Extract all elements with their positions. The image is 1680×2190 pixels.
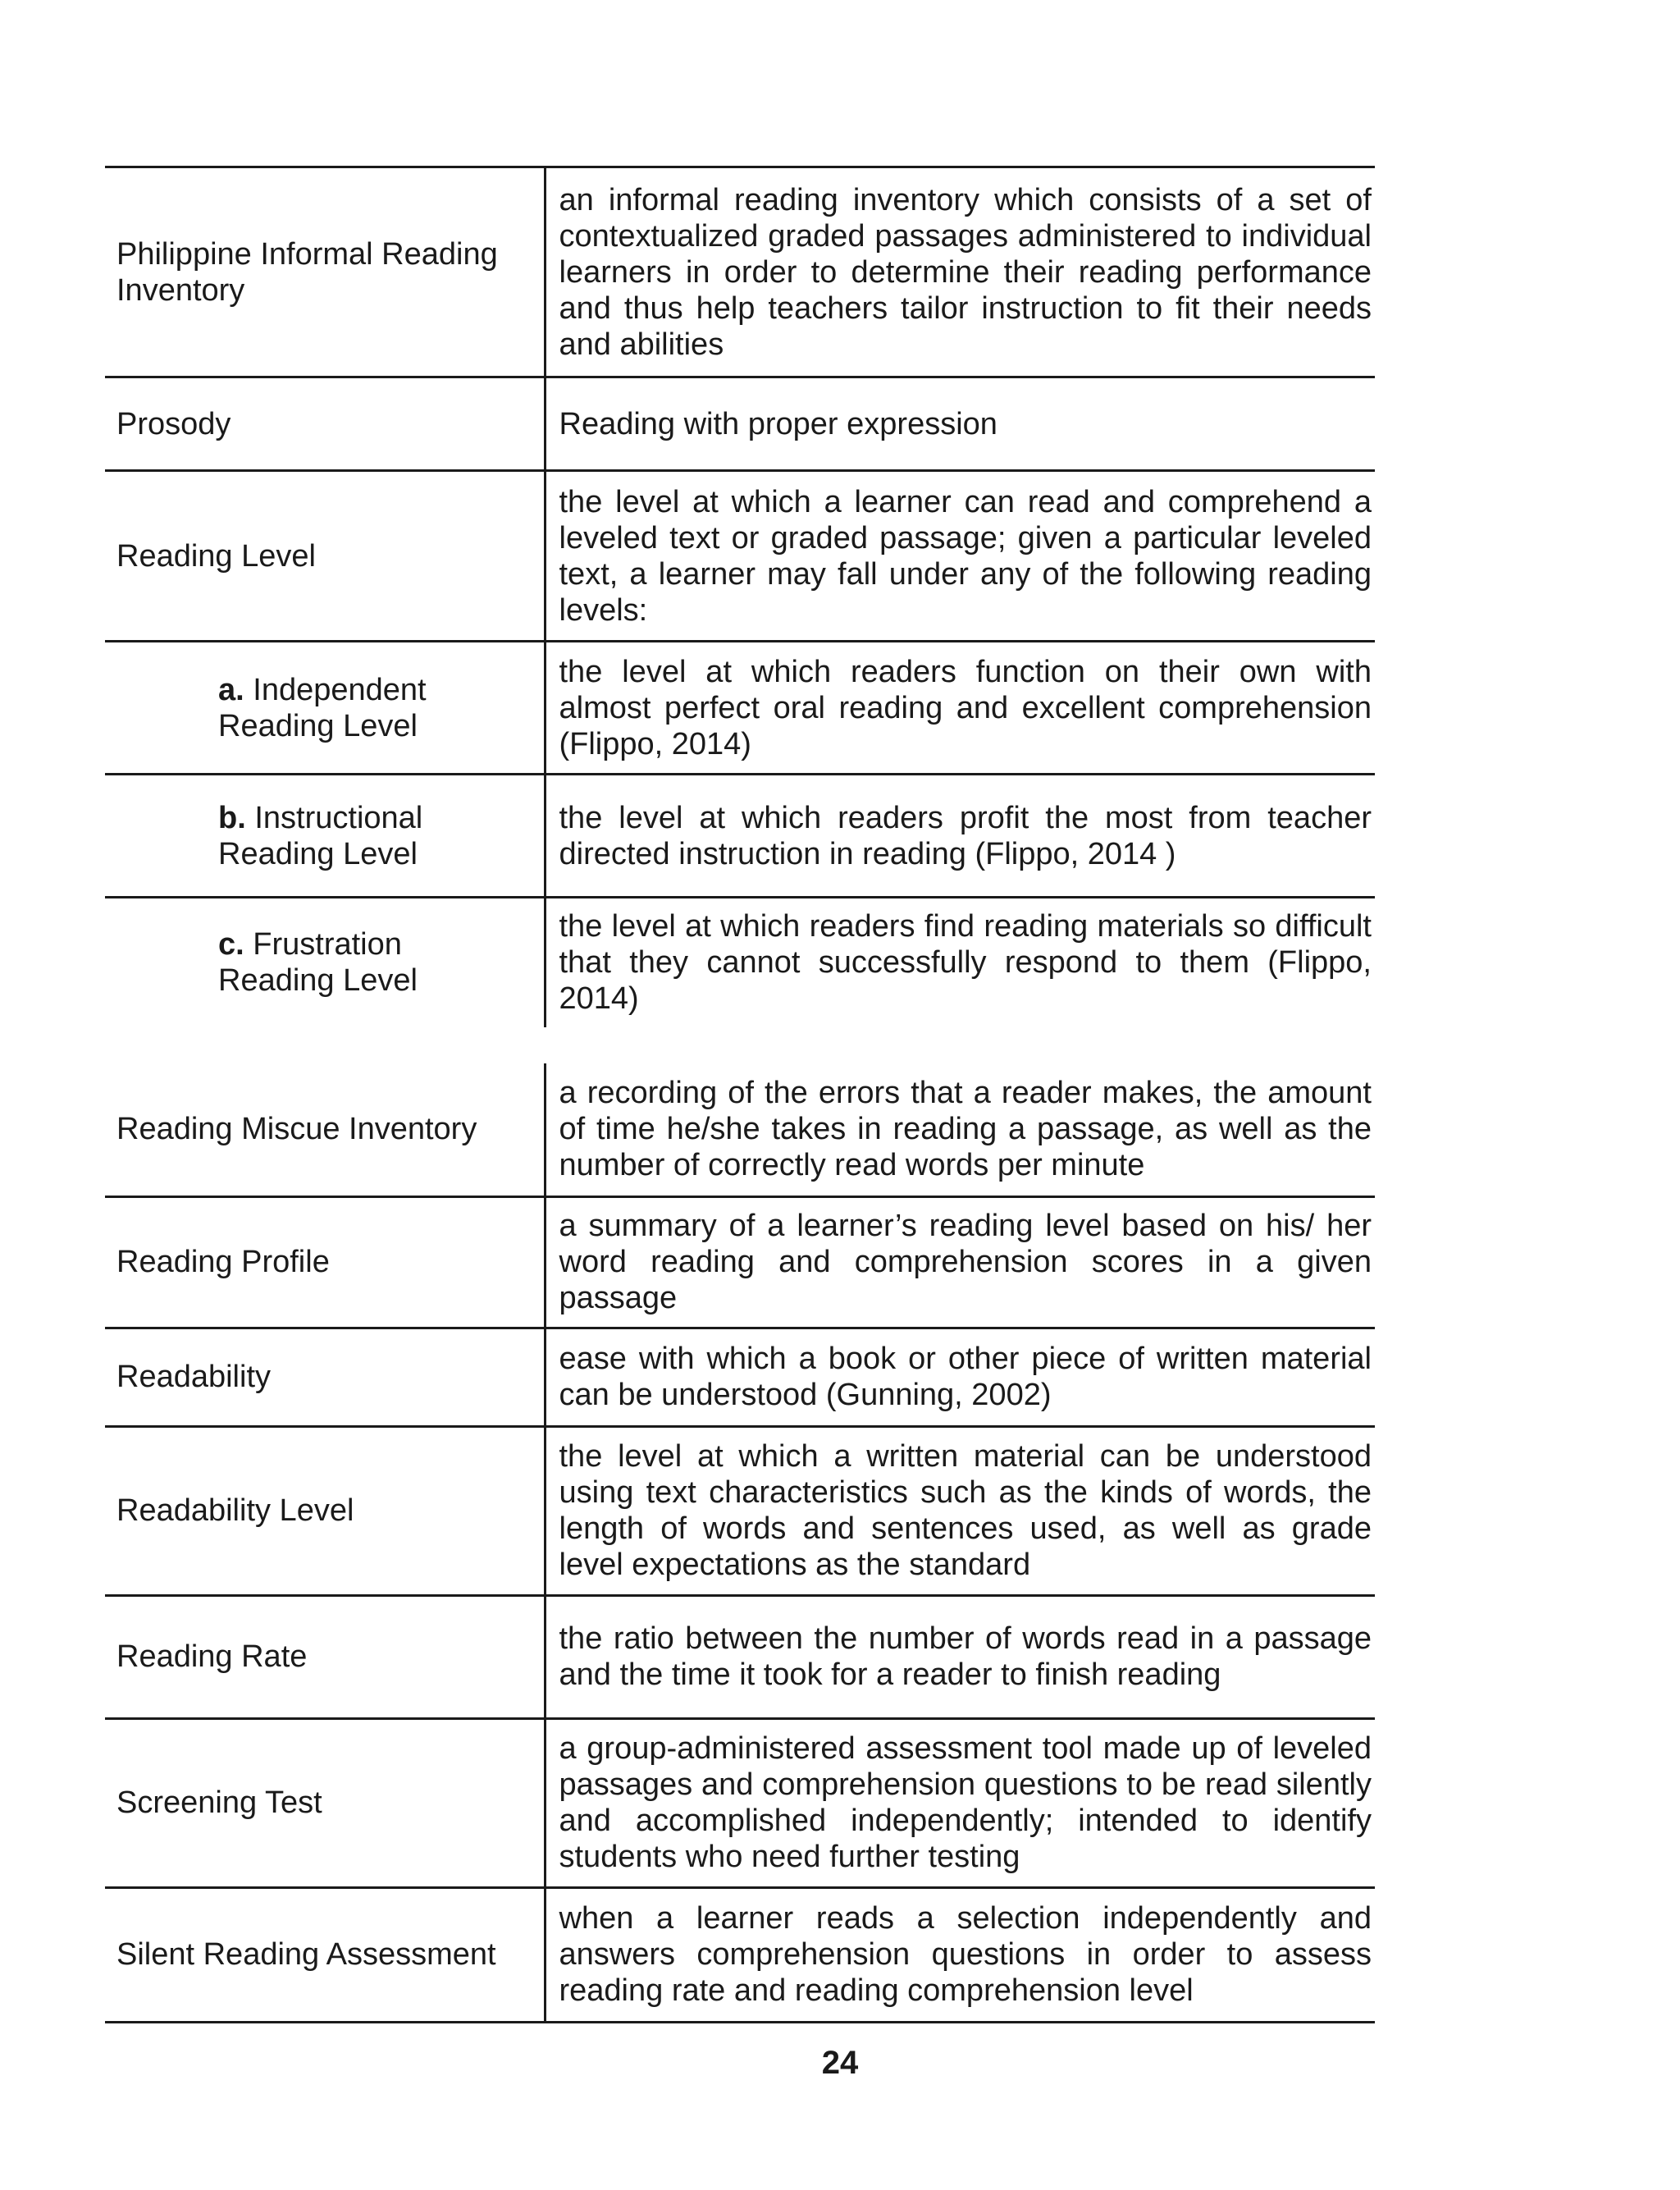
glossary-definition: Reading with proper expression xyxy=(545,377,1375,471)
subterm-label: Instructional Reading Level xyxy=(218,800,423,871)
glossary-table-part-2 xyxy=(105,1063,1375,2023)
glossary-term: Silent Reading Assessment xyxy=(105,1887,545,2022)
subterm-label: Independent Reading Level xyxy=(218,672,427,743)
subterm-letter: b. xyxy=(218,800,246,835)
glossary-definition: when a learner reads a selection independently and answers comprehension questions in order to assess reading rate and reading comprehension level xyxy=(545,1887,1375,2022)
glossary-row xyxy=(105,1426,1375,1595)
glossary-subterm xyxy=(105,775,545,898)
glossary-term: Readability xyxy=(105,1328,545,1426)
glossary-row xyxy=(105,775,1375,898)
subterm-letter: a. xyxy=(218,672,244,707)
glossary-row xyxy=(105,1063,1375,1196)
glossary-term: Reading Profile xyxy=(105,1196,545,1328)
subterm-label: Frustration Reading Level xyxy=(218,927,418,999)
glossary-term: Readability Level xyxy=(105,1426,545,1595)
glossary-row xyxy=(105,377,1375,471)
glossary-definition: a recording of the errors that a reader makes, the amount of time he/she takes in reading a passage, as well as the number of correctly read words per minute xyxy=(545,1063,1375,1196)
glossary-row xyxy=(105,642,1375,775)
glossary-definition: the level at which readers profit the most from teacher directed instruction in reading (Flippo, 2014 ) xyxy=(545,775,1375,898)
glossary-definition: the ratio between the number of words read in a passage and the time it took for a reader to finish reading xyxy=(545,1595,1375,1718)
glossary-term: Reading Rate xyxy=(105,1595,545,1718)
glossary-term: Reading Level xyxy=(105,471,545,642)
glossary-definition: the level at which readers find reading materials so difficult that they cannot successfully respond to them (Flippo, 2014) xyxy=(545,898,1375,1027)
glossary-definition: ease with which a book or other piece of written material can be understood (Gunning, 2002) xyxy=(545,1328,1375,1426)
glossary-row xyxy=(105,898,1375,1027)
glossary-row xyxy=(105,1196,1375,1328)
glossary-table-part-1 xyxy=(105,166,1375,1027)
glossary-row xyxy=(105,1887,1375,2022)
glossary-term: Reading Miscue Inventory xyxy=(105,1063,545,1196)
glossary-definition: a group-administered assessment tool made up of leveled passages and comprehension questions to be read silently and accomplished independently; intended to identify students who need further testing xyxy=(545,1718,1375,1887)
glossary-row xyxy=(105,1718,1375,1887)
glossary-subterm xyxy=(105,642,545,775)
glossary-term: Screening Test xyxy=(105,1718,545,1887)
glossary-row xyxy=(105,471,1375,642)
page-number: 24 xyxy=(821,2045,859,2081)
glossary-term: Philippine Informal Reading Inventory xyxy=(105,167,545,377)
glossary-definition: the level at which readers function on their own with almost perfect oral reading and excellent comprehension (Flippo, 2014) xyxy=(545,642,1375,775)
glossary-definition: an informal reading inventory which consists of a set of contextualized graded passages administered to individual learners in order to determine their reading performance and thus help teachers tailor instruction to fit their needs and abilities xyxy=(545,167,1375,377)
glossary-definition: a summary of a learner’s reading level based on his/ her word reading and comprehension scores in a given passage xyxy=(545,1196,1375,1328)
glossary-definition: the level at which a learner can read and comprehend a leveled text or graded passage; given a particular leveled text, a learner may fall under any of the following reading levels: xyxy=(545,471,1375,642)
glossary-definition: the level at which a written material can be understood using text characteristics such as the kinds of words, the length of words and sentences used, as well as grade level expectations as the standard xyxy=(545,1426,1375,1595)
glossary-row xyxy=(105,1328,1375,1426)
glossary-term: Prosody xyxy=(105,377,545,471)
subterm-letter: c. xyxy=(218,927,244,962)
glossary-row xyxy=(105,1595,1375,1718)
glossary-row xyxy=(105,167,1375,377)
glossary-subterm xyxy=(105,898,545,1027)
